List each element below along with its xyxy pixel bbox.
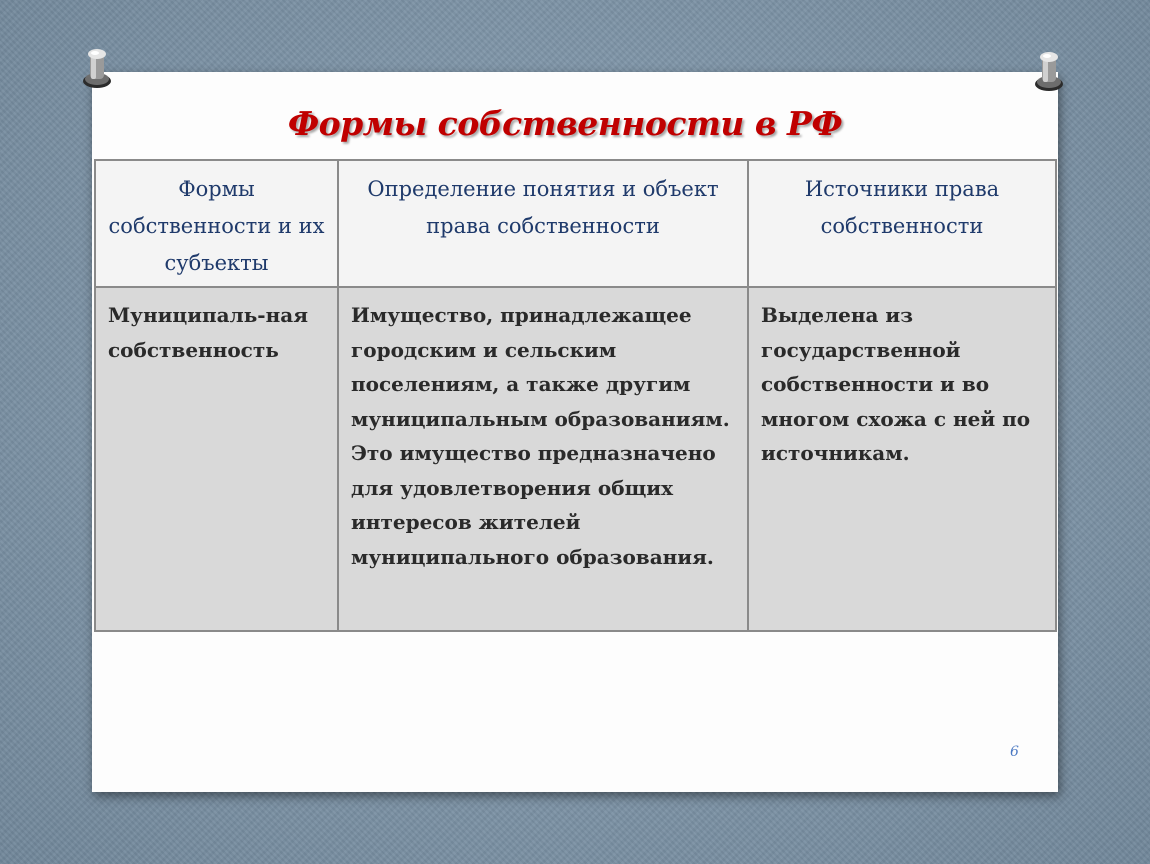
cell-form: Муниципаль-ная собственность [95, 287, 338, 631]
pin-icon [1032, 48, 1066, 92]
page-number: 6 [1010, 744, 1019, 760]
header-sources: Источники права собственности [748, 160, 1056, 287]
table-header-row [95, 160, 1056, 287]
ownership-table [94, 159, 1057, 632]
cell-sources: Выделена из государственной собственности и во многом схожа с ней по источникам. [748, 287, 1056, 631]
pin-icon [80, 45, 114, 89]
slide-title: Формы собственности в РФ [287, 104, 843, 143]
header-definition: Определение понятия и объект права собственности [338, 160, 748, 287]
cell-definition: Имущество, принадлежащее городским и сельским поселениям, а также другим муниципальным образованиям. Это имущество предназначено для удовлетворения общих интересов жителей муниципального образования. [338, 287, 748, 631]
table-row [95, 287, 1056, 631]
header-forms: Формы собственности и их субъекты [95, 160, 338, 287]
